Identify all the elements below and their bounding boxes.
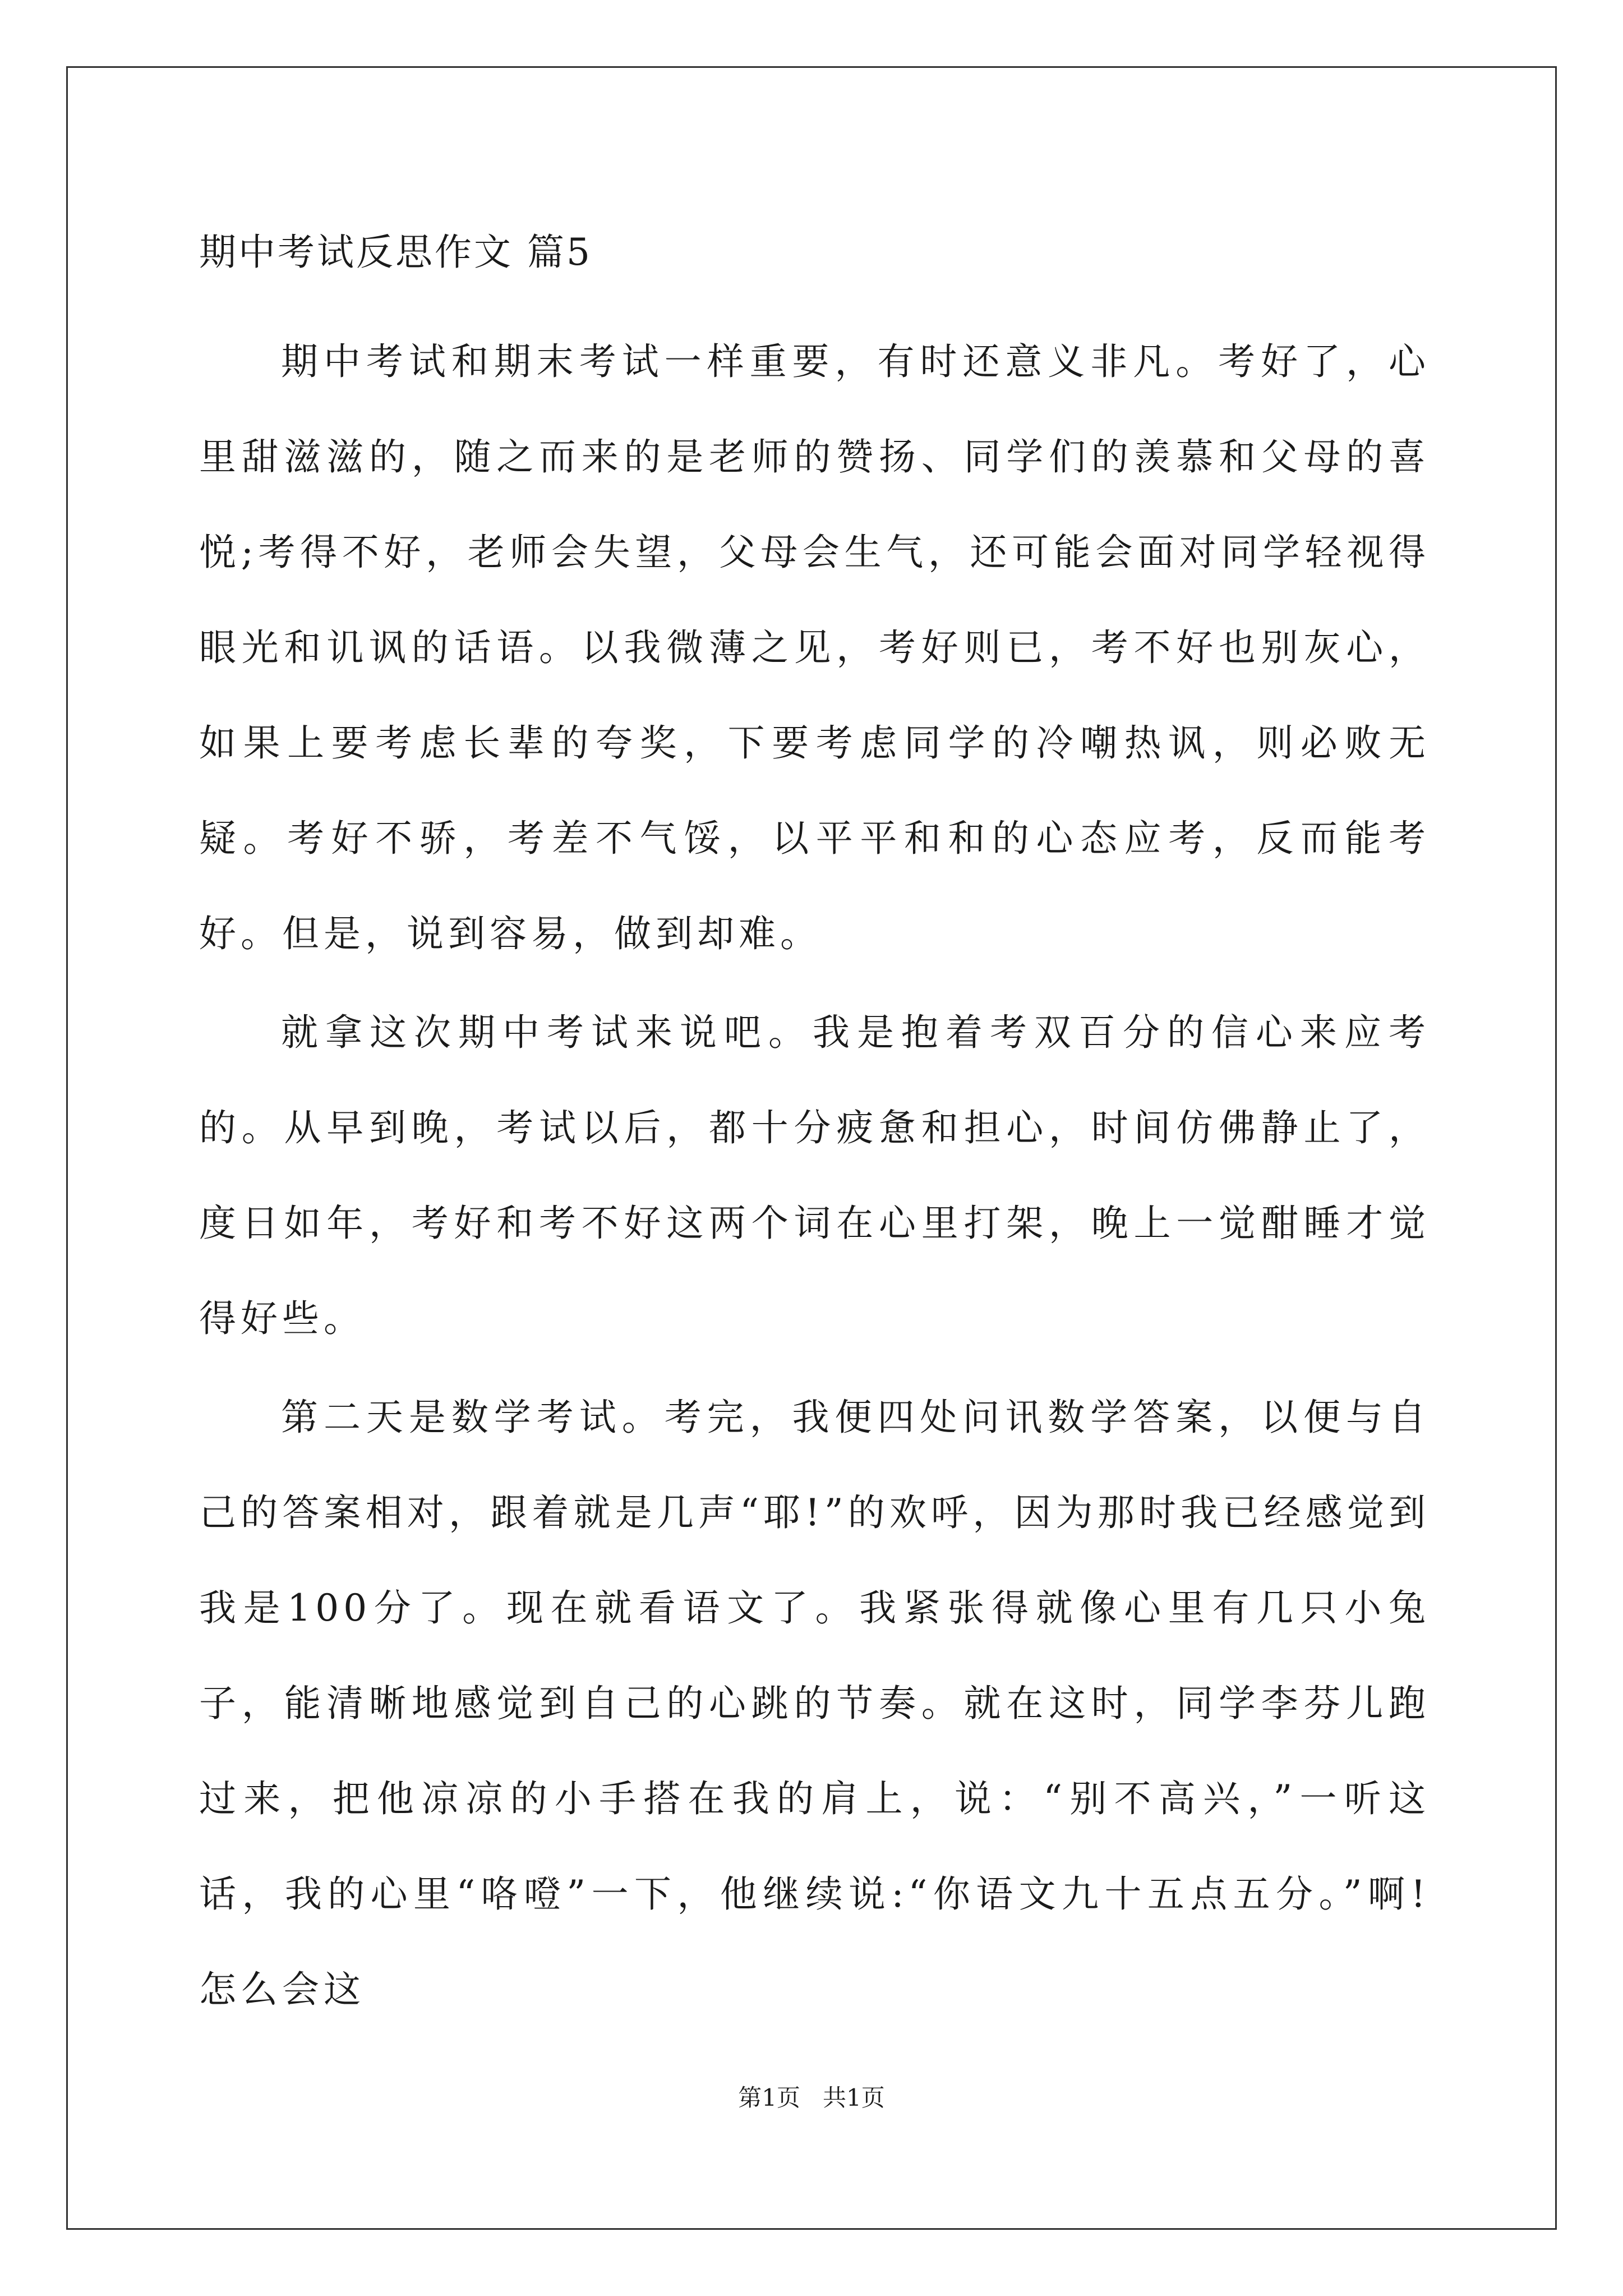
paragraph-1: 期中考试和期末考试一样重要，有时还意义非凡。考好了，心里甜滋滋的，随之而来的是老师的赞扬、同学们的羡慕和父母的喜悦;考得不好，老师会失望，父母会生气，还可能会面对同学轻视得眼光和讥讽的话语。以我微薄之见，考好则已，考不好也别灰心，如果上要考虑长辈的夸奖，下要考虑同学的冷嘲热讽，则必败无疑。考好不骄，考差不气馁，以平平和和的心态应考，反而能考好。但是，说到容易，做到却难。 xyxy=(199,340,1430,955)
page-number-footer: 第1页 共1页 xyxy=(738,2084,885,2111)
document-body xyxy=(199,224,1430,2041)
paragraph-2: 就拿这次期中考试来说吧。我是抱着考双百分的信心来应考的。从早到晚，考试以后，都十分疲惫和担心，时间仿佛静止了，度日如年，考好和考不好这两个词在心里打架，晚上一觉酣睡才觉得好些。 xyxy=(199,1011,1430,1340)
paragraph-3: 第二天是数学考试。考完，我便四处问讯数学答案，以便与自己的答案相对，跟着就是几声“耶!”的欢呼，因为那时我已经感觉到我是100分了。现在就看语文了。我紧张得就像心里有几只小兔子，能清晰地感觉到自己的心跳的节奏。就在这时，同学李芬儿跑过来，把他凉凉的小手搭在我的肩上，说：“别不高兴，”一听这话，我的心里“咯噔”一下，他继续说:“你语文九十五点五分。”啊!怎么会这 xyxy=(199,1396,1430,2011)
document-title: 期中考试反思作文 篇5 xyxy=(199,231,592,274)
